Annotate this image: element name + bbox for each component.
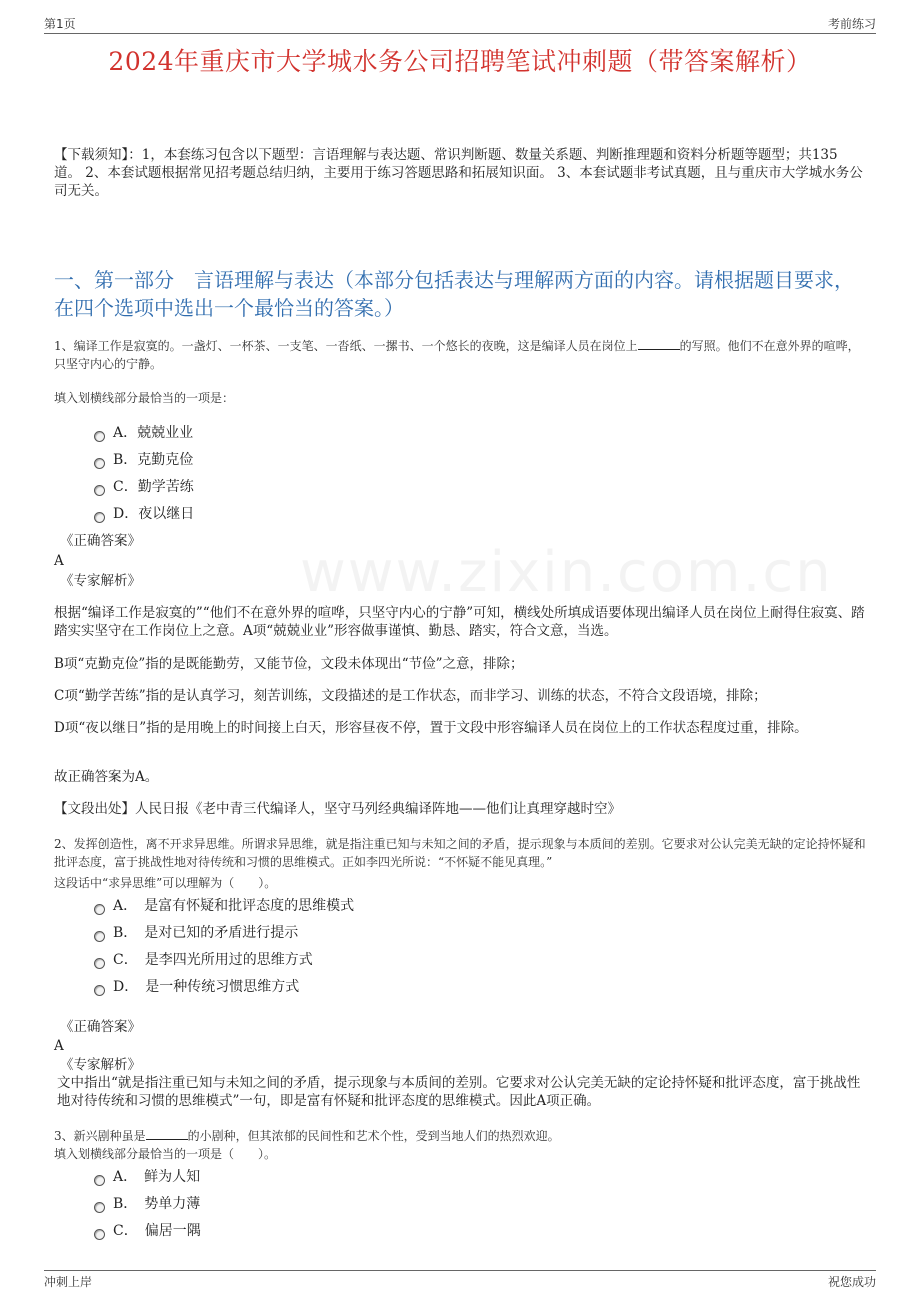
q3-option-b[interactable]: B． 势单力薄 [113, 1196, 201, 1212]
correct-answer-label: 《正确答案》 [60, 1019, 141, 1035]
q2-option-b[interactable]: B． 是对已知的矛盾进行提示 [113, 925, 299, 941]
question-2-prompt: 这段话中“求异思维”可以理解为（ ）。 [54, 876, 277, 890]
q1-analysis-3: C项“勤学苦练”指的是认真学习，刻苦训练，文段描述的是工作状态，而非学习、训练的状态，不符合文段语境，排除； [54, 688, 767, 704]
q2-analysis: 文中指出“就是指注重已知与未知之间的矛盾，提示现象与本质间的差别。它要求对公认完美无缺的定论持怀疑和批评态度，富于挑战性地对待传统和习惯的思维模式”一句，即是富有怀疑和批评态度的思维模式。因此A项正确。 [57, 1075, 861, 1109]
page-number: 第1页 [44, 17, 76, 31]
q2-option-a-radio[interactable] [94, 904, 105, 915]
question-3-prompt: 填入划横线部分最恰当的一项是（ ）。 [54, 1147, 277, 1161]
footer-divider [44, 1270, 876, 1271]
q2-option-d-radio[interactable] [94, 985, 105, 996]
q3-option-c[interactable]: C． 偏居一隅 [113, 1223, 201, 1239]
correct-answer-label: 《正确答案》 [60, 533, 141, 549]
q2-option-a[interactable]: A． 是富有怀疑和批评态度的思维模式 [113, 898, 355, 914]
q1-answer: A [54, 553, 64, 569]
q1-option-d-radio[interactable] [94, 512, 105, 523]
q2-option-d[interactable]: D． 是一种传统习惯思维方式 [113, 979, 300, 995]
question-1-text: 1、编译工作是寂寞的。一盏灯、一杯茶、一支笔、一沓纸、一摞书、一个悠长的夜晚，这是编译人员在岗位上 的写照。他们不在意外界的喧哗，只坚守内心的宁静。 [54, 339, 860, 371]
q1-option-a-radio[interactable] [94, 431, 105, 442]
expert-analysis-label: 《专家解析》 [60, 1057, 141, 1073]
q1-analysis-4: D项“夜以继日”指的是用晚上的时间接上白天，形容昼夜不停，置于文段中形容编译人员在岗位上的工作状态程度过重，排除。 [54, 720, 808, 736]
section-heading: 一、第一部分 言语理解与表达（本部分包括表达与理解两方面的内容。请根据题目要求，在四个选项中选出一个最恰当的答案。） [54, 268, 854, 320]
q2-answer: A [54, 1038, 64, 1054]
q2-option-c-radio[interactable] [94, 958, 105, 969]
q1-option-c[interactable]: C．勤学苦练 [113, 479, 194, 495]
fill-blank [638, 349, 680, 350]
footer-left: 冲刺上岸 [44, 1275, 93, 1289]
q3-option-a-radio[interactable] [94, 1175, 105, 1186]
footer-right: 祝您成功 [827, 1275, 876, 1289]
header-divider [44, 33, 876, 34]
q3-option-b-radio[interactable] [94, 1202, 105, 1213]
q1-source: 【文段出处】人民日报《老中青三代编译人，坚守马列经典编译阵地——他们让真理穿越时空》 [54, 801, 621, 817]
q1-option-b[interactable]: B．克勤克俭 [113, 452, 194, 468]
question-3-text: 3、新兴剧种虽是 的小剧种，但其浓郁的民间性和艺术个性，受到当地人们的热烈欢迎。 [54, 1129, 560, 1143]
q1-analysis-1: 根据“编译工作是寂寞的”“他们不在意外界的喧哗，只坚守内心的宁静”可知，横线处所填成语要体现出编译人员在岗位上耐得住寂寞、踏踏实实坚守在工作岗位上之意。A项“兢兢业业”形容做事谨慎、勤恳、踏实，符合文意，当选。 [54, 605, 865, 639]
q2-option-c[interactable]: C． 是李四光所用过的思维方式 [113, 952, 313, 968]
header-label: 考前练习 [827, 17, 876, 31]
fill-blank [146, 1139, 188, 1140]
download-notice: 【下载须知】：1，本套练习包含以下题型：言语理解与表达题、常识判断题、数量关系题、判断推理题和资料分析题等题型；共135道。 2、本套试题根据常见招考题总结归纳，主要用于练习答题思路和拓展知识面。 3、本套试题非考试真题，且与重庆市大学城水务公司无关。 [54, 147, 863, 199]
q1-option-c-radio[interactable] [94, 485, 105, 496]
question-2-text: 2、发挥创造性，离不开求异思维。所谓求异思维，就是指注重已知与未知之间的矛盾，提示现象与本质间的差别。它要求对公认完美无缺的定论持怀疑和批评态度，富于挑战性地对待传统和习惯的思维模式。正如李四光所说：“不怀疑不能见真理。” [54, 837, 866, 869]
question-1-prompt: 填入划横线部分最恰当的一项是： [54, 391, 235, 405]
expert-analysis-label: 《专家解析》 [60, 573, 141, 589]
q3-option-c-radio[interactable] [94, 1229, 105, 1240]
q2-option-b-radio[interactable] [94, 931, 105, 942]
q1-analysis-2: B项“克勤克俭”指的是既能勤劳，又能节俭，文段未体现出“节俭”之意，排除； [54, 656, 524, 672]
q1-analysis-5: 故正确答案为A。 [54, 769, 159, 785]
q1-option-b-radio[interactable] [94, 458, 105, 469]
document-title: 2024年重庆市大学城水务公司招聘笔试冲刺题（带答案解析） [108, 47, 812, 76]
q1-option-a[interactable]: A．兢兢业业 [113, 425, 194, 441]
q3-option-a[interactable]: A． 鲜为人知 [113, 1169, 201, 1185]
watermark: www.zixin.com.cn [300, 540, 833, 605]
q1-option-d[interactable]: D．夜以继日 [113, 506, 195, 522]
